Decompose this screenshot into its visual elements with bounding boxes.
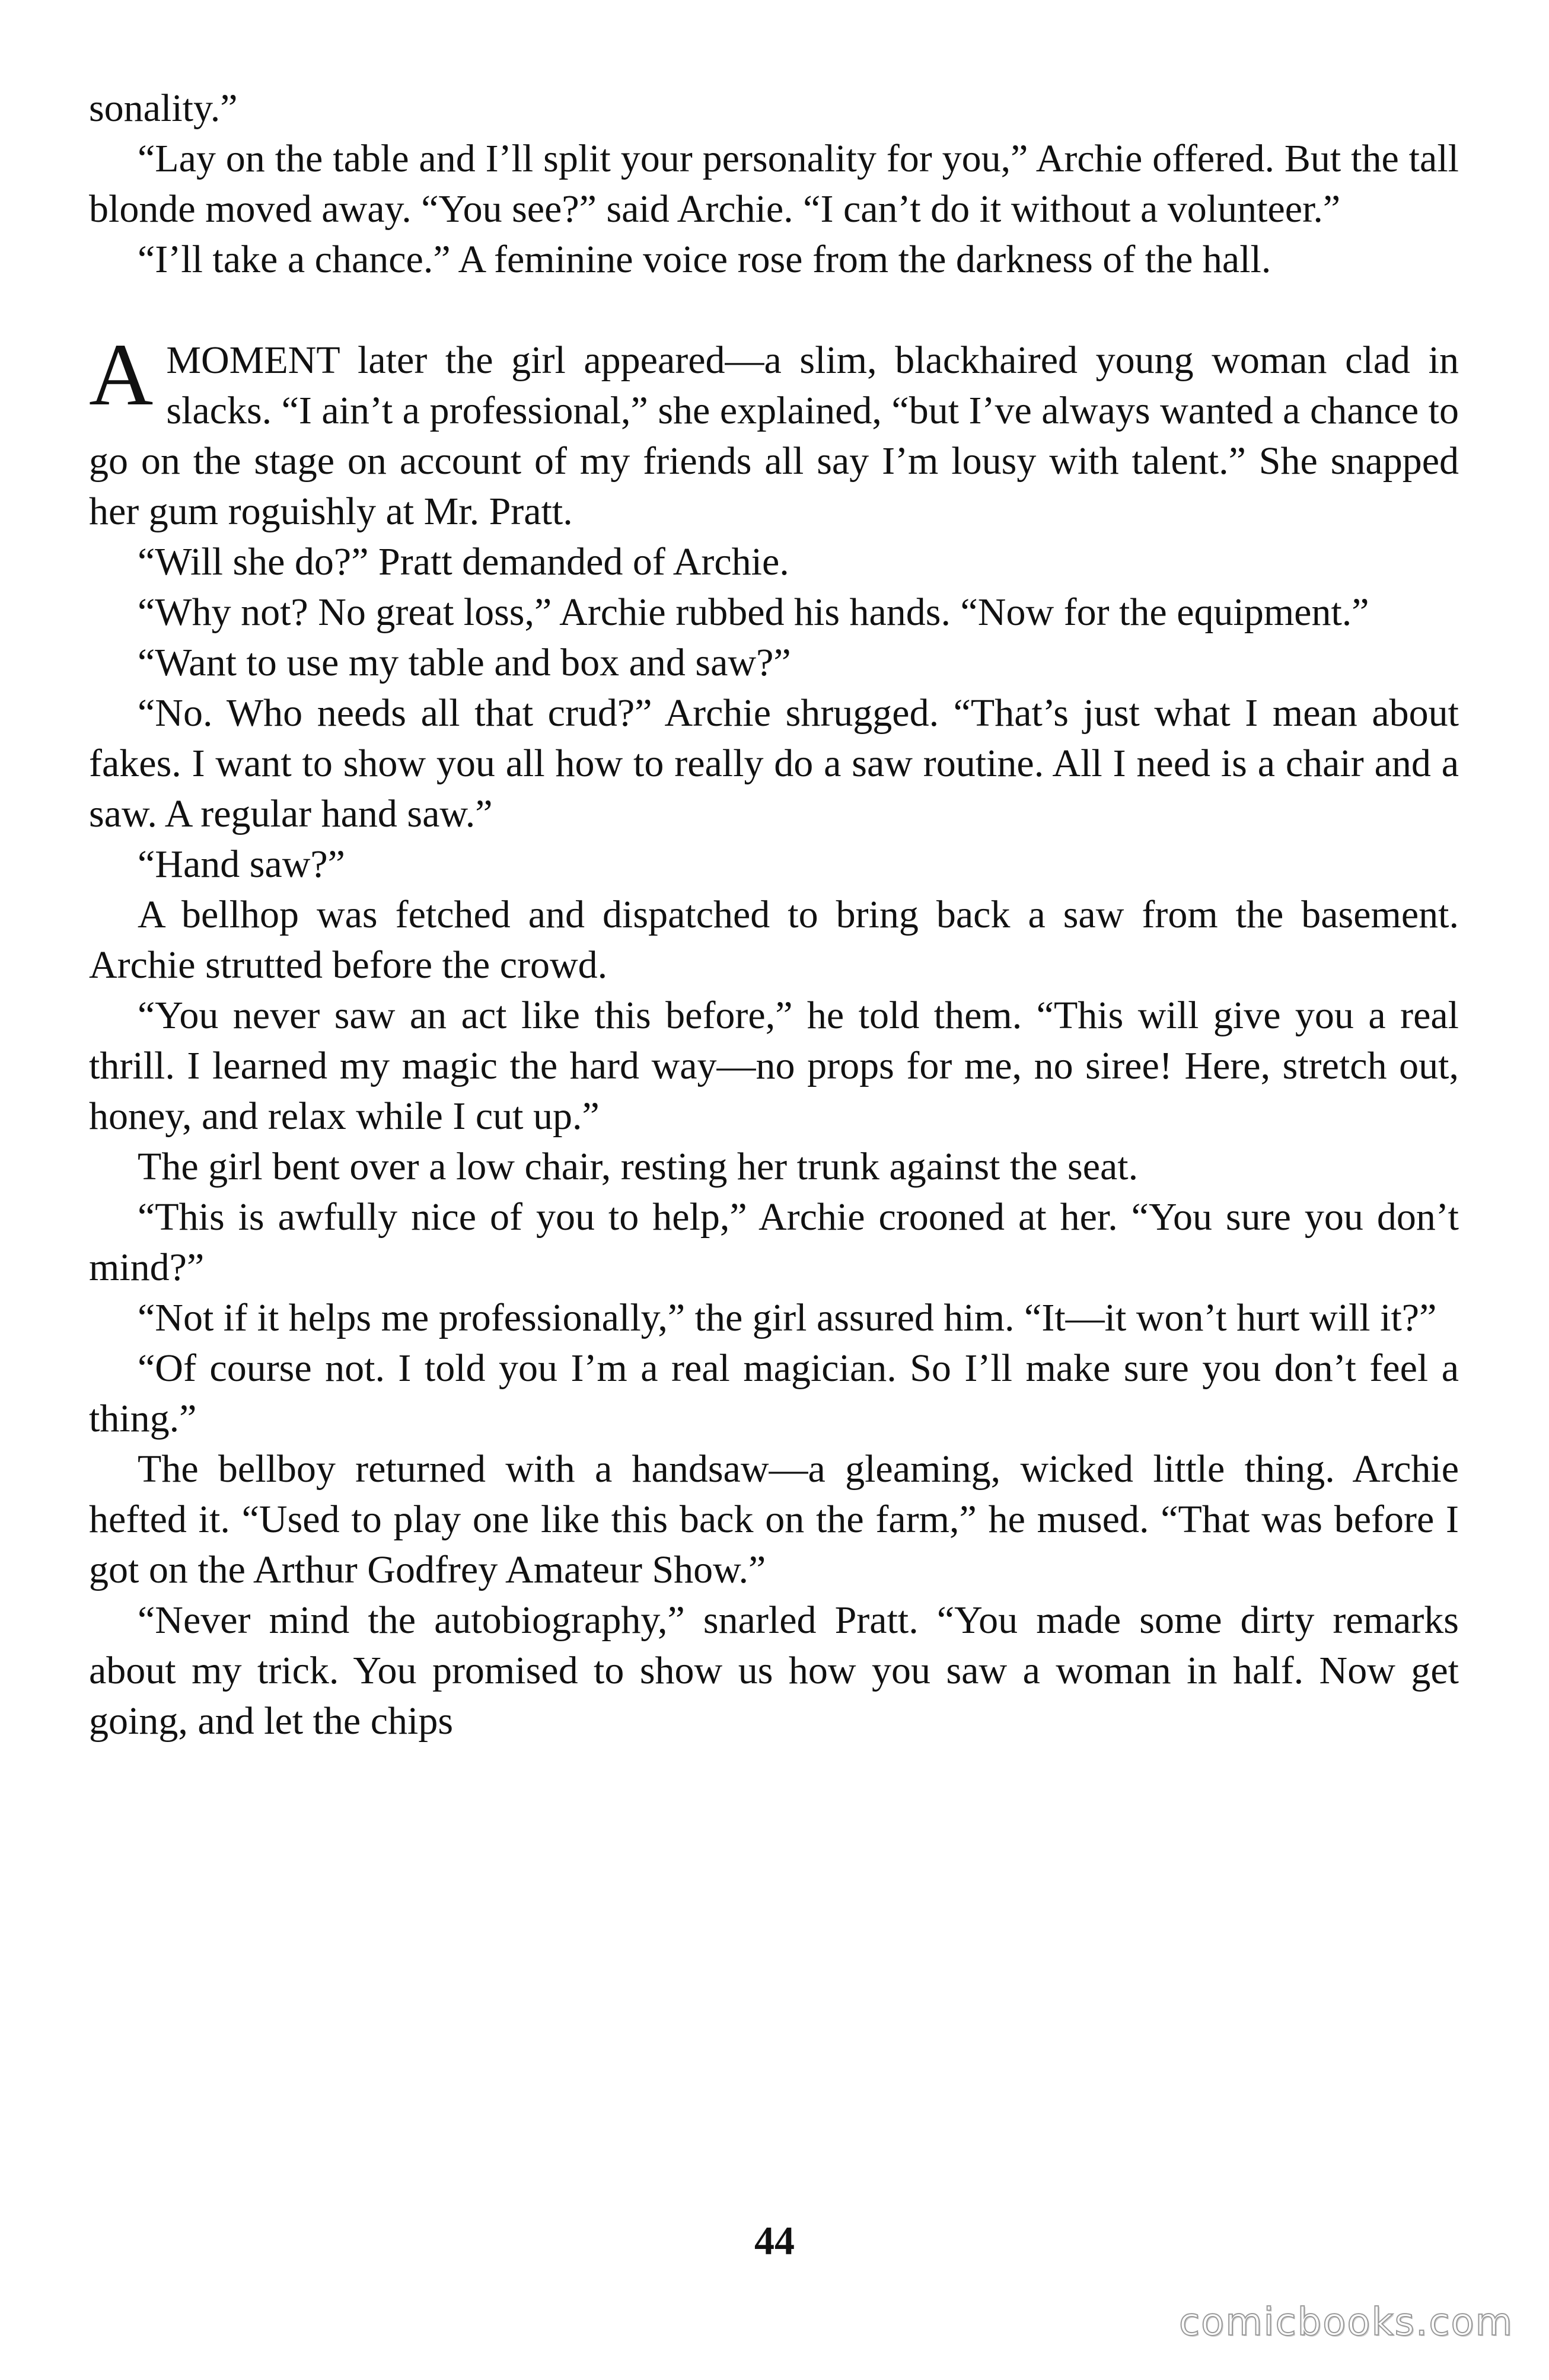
watermark-logo: comicbooks.com — [1178, 2301, 1513, 2344]
paragraph-4: MOMENT later the girl appeared—a slim, blackhaired young woman clad in slacks. “I ain’t a professional,” she explained, “but I’ve always wanted a chance to go on the stage on account of my friends all say I’m lousy with talent.” She snapped her gum roguishly at Mr. Pratt. — [89, 339, 1459, 533]
paragraph-14: “Not if it helps me professionally,” the girl assured him. “It—it won’t hurt will it?” — [138, 1296, 1437, 1339]
paragraph-11: “You never saw an act like this before,” he told them. “This will give you a real thrill. I learned my magic the hard way—no props for me, no siree! Here, stretch out, honey, and relax while I cut up.” — [89, 994, 1459, 1138]
paragraph-3: “I’ll take a chance.” A feminine voice rose from the darkness of the hall. — [138, 238, 1271, 281]
paragraph-17: “Never mind the autobiography,” snarled Pratt. “You made some dirty remarks about my trick. You promised to show us how you saw a woman in half. Now get going, and let the chips — [89, 1599, 1459, 1743]
drop-cap-letter: A — [89, 326, 154, 424]
paragraph-5: “Will she do?” Pratt demanded of Archie. — [138, 540, 789, 583]
paragraph-2: “Lay on the table and I’ll split your personality for you,” Archie offered. But the tall blonde moved away. “You see?” said Archie. “I can’t do it without a volunteer.” — [89, 137, 1459, 231]
paragraph-10: A bellhop was fetched and dispatched to bring back a saw from the basement. Archie strutted before the crowd. — [89, 893, 1459, 987]
paragraph-6: “Why not? No great loss,” Archie rubbed his hands. “Now for the equipment.” — [138, 591, 1369, 634]
dropcap-paragraph — [89, 326, 1459, 537]
paragraph-8: “No. Who needs all that crud?” Archie shrugged. “That’s just what I mean about fakes. I want to show you all how to really do a saw routine. All I need is a chair and a saw. A regular hand saw.” — [89, 691, 1459, 835]
paragraph-15: “Of course not. I told you I’m a real magician. So I’ll make sure you don’t feel a thing.” — [89, 1347, 1459, 1440]
page-number: 44 — [754, 2218, 795, 2263]
paragraph-16: The bellboy returned with a handsaw—a gleaming, wicked little thing. Archie hefted it. “Used to play one like this back on the farm,” he mused. “That was before I got on the Arthur Godfrey Amateur Show.” — [89, 1447, 1459, 1591]
paragraph-7: “Want to use my table and box and saw?” — [138, 641, 791, 684]
paragraph-13: “This is awfully nice of you to help,” Archie crooned at her. “You sure you don’t mind?” — [89, 1195, 1459, 1289]
paragraph-12: The girl bent over a low chair, resting her trunk against the seat. — [138, 1145, 1139, 1188]
paragraph-1: sonality.” — [89, 87, 238, 130]
story-text — [89, 83, 1459, 1746]
paragraph-9: “Hand saw?” — [138, 843, 345, 886]
